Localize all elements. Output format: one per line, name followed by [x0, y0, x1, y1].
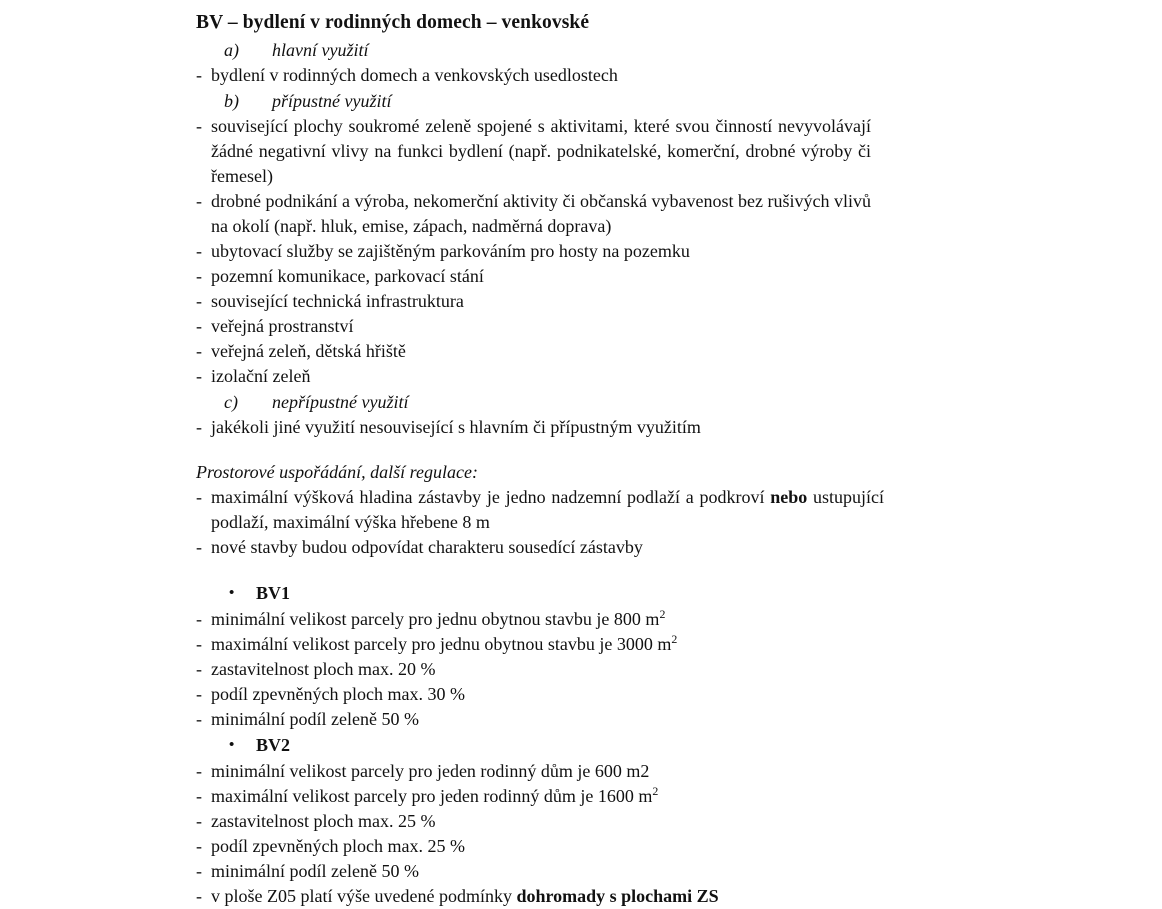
list-item: - drobné podnikání a výroba, nekomerční aktivity či občanská vybavenost bez rušivých vlivů na okolí (např. hluk, emise, zápach, nadměrná doprava) — [196, 189, 871, 239]
superscript: 2 — [659, 607, 666, 621]
spatial-item-1-suffix: ustupující podlaží, maximální výška hřebene 8 m — [211, 487, 884, 532]
list-item — [196, 784, 884, 809]
section-a — [196, 38, 962, 63]
zone-bv1-heading — [196, 580, 962, 607]
list-item — [196, 707, 884, 732]
item-emphasis: dohromady s plochami ZS — [516, 886, 719, 906]
section-c-heading-row — [224, 390, 962, 415]
section-b — [196, 89, 962, 114]
list-item: - nové stavby budou odpovídat charakteru sousedící zástavby — [196, 535, 884, 560]
list-item — [196, 834, 884, 859]
zone-bv1 — [196, 580, 962, 732]
list-item — [196, 859, 884, 884]
section-b-heading: přípustné využití — [272, 91, 392, 111]
page-title: BV – bydlení v rodinných domech – venkovské — [196, 12, 590, 33]
spatial-heading: Prostorové uspořádání, další regulace: — [196, 462, 478, 482]
zone-bv2-heading — [196, 732, 962, 759]
spatial-item-1-emphasis: nebo — [770, 487, 808, 507]
section-c-marker: c) — [224, 392, 238, 412]
item-text: minimální velikost parcely pro jeden rodinný dům je 600 m2 — [211, 761, 650, 781]
list-item — [196, 759, 884, 784]
list-item: - ubytovací služby se zajištěným parkováním pro hosty na pozemku — [196, 239, 871, 264]
zone-bv2-list — [196, 759, 884, 909]
list-item: - jakékoli jiné využití nesouvisející s hlavním či přípustným využitím — [196, 415, 871, 440]
zone-bv1-list — [196, 607, 884, 732]
item-text: minimální velikost parcely pro jednu obytnou stavbu je 800 m — [211, 609, 660, 629]
item-text: maximální velikost parcely pro jeden rodinný dům je 1600 m — [211, 786, 653, 806]
superscript: 2 — [671, 632, 678, 646]
section-a-list — [196, 63, 871, 88]
list-item: - veřejná zeleň, dětská hřiště — [196, 339, 871, 364]
section-a-heading: hlavní využití — [272, 40, 369, 60]
section-b-marker: b) — [224, 91, 239, 111]
list-item: - bydlení v rodinných domech a venkovských usedlostech — [196, 63, 871, 88]
bullet-icon: • — [229, 585, 235, 601]
item-text: v ploše Z05 platí výše uvedené podmínky — [211, 886, 517, 906]
list-item — [196, 657, 884, 682]
zone-bv2-label: BV2 — [256, 735, 291, 755]
list-item — [196, 485, 884, 535]
list-item — [196, 607, 884, 632]
bullet-icon: • — [229, 737, 235, 753]
list-item: - veřejná prostranství — [196, 314, 871, 339]
list-item: - izolační zeleň — [196, 364, 871, 389]
list-item — [196, 682, 884, 707]
list-item: - pozemní komunikace, parkovací stání — [196, 264, 871, 289]
zone-bv2 — [196, 732, 962, 909]
section-c — [196, 390, 962, 415]
spatial-list — [196, 485, 884, 560]
zone-bv1-label: BV1 — [256, 583, 291, 603]
spacer — [196, 440, 962, 460]
section-c-heading: nepřípustné využití — [272, 392, 409, 412]
section-b-heading-row — [224, 89, 962, 114]
list-item: - související plochy soukromé zeleně spojené s aktivitami, které svou činností nevyvolávají žádné negativní vlivy na funkci bydlení (např. podnikatelské, komerční, drobné výroby či řemesel) — [196, 114, 871, 189]
section-a-heading-row — [224, 38, 962, 63]
list-item: - související technická infrastruktura — [196, 289, 871, 314]
section-c-list — [196, 415, 871, 440]
spacer — [196, 560, 962, 580]
item-text: minimální podíl zeleně 50 % — [211, 709, 419, 729]
section-b-list — [196, 114, 871, 389]
list-item — [196, 884, 884, 909]
list-item — [196, 809, 884, 834]
document-page — [196, 10, 962, 909]
item-text: podíl zpevněných ploch max. 30 % — [211, 684, 465, 704]
section-a-marker: a) — [224, 40, 239, 60]
item-text: podíl zpevněných ploch max. 25 % — [211, 836, 465, 856]
list-item — [196, 632, 884, 657]
item-text: minimální podíl zeleně 50 % — [211, 861, 419, 881]
item-text: zastavitelnost ploch max. 25 % — [211, 811, 436, 831]
item-text: maximální velikost parcely pro jednu obytnou stavbu je 3000 m — [211, 634, 672, 654]
superscript: 2 — [652, 784, 659, 798]
item-text: zastavitelnost ploch max. 20 % — [211, 659, 436, 679]
spatial-item-1-prefix: maximální výšková hladina zástavby je jedno nadzemní podlaží a podkroví — [211, 487, 771, 507]
